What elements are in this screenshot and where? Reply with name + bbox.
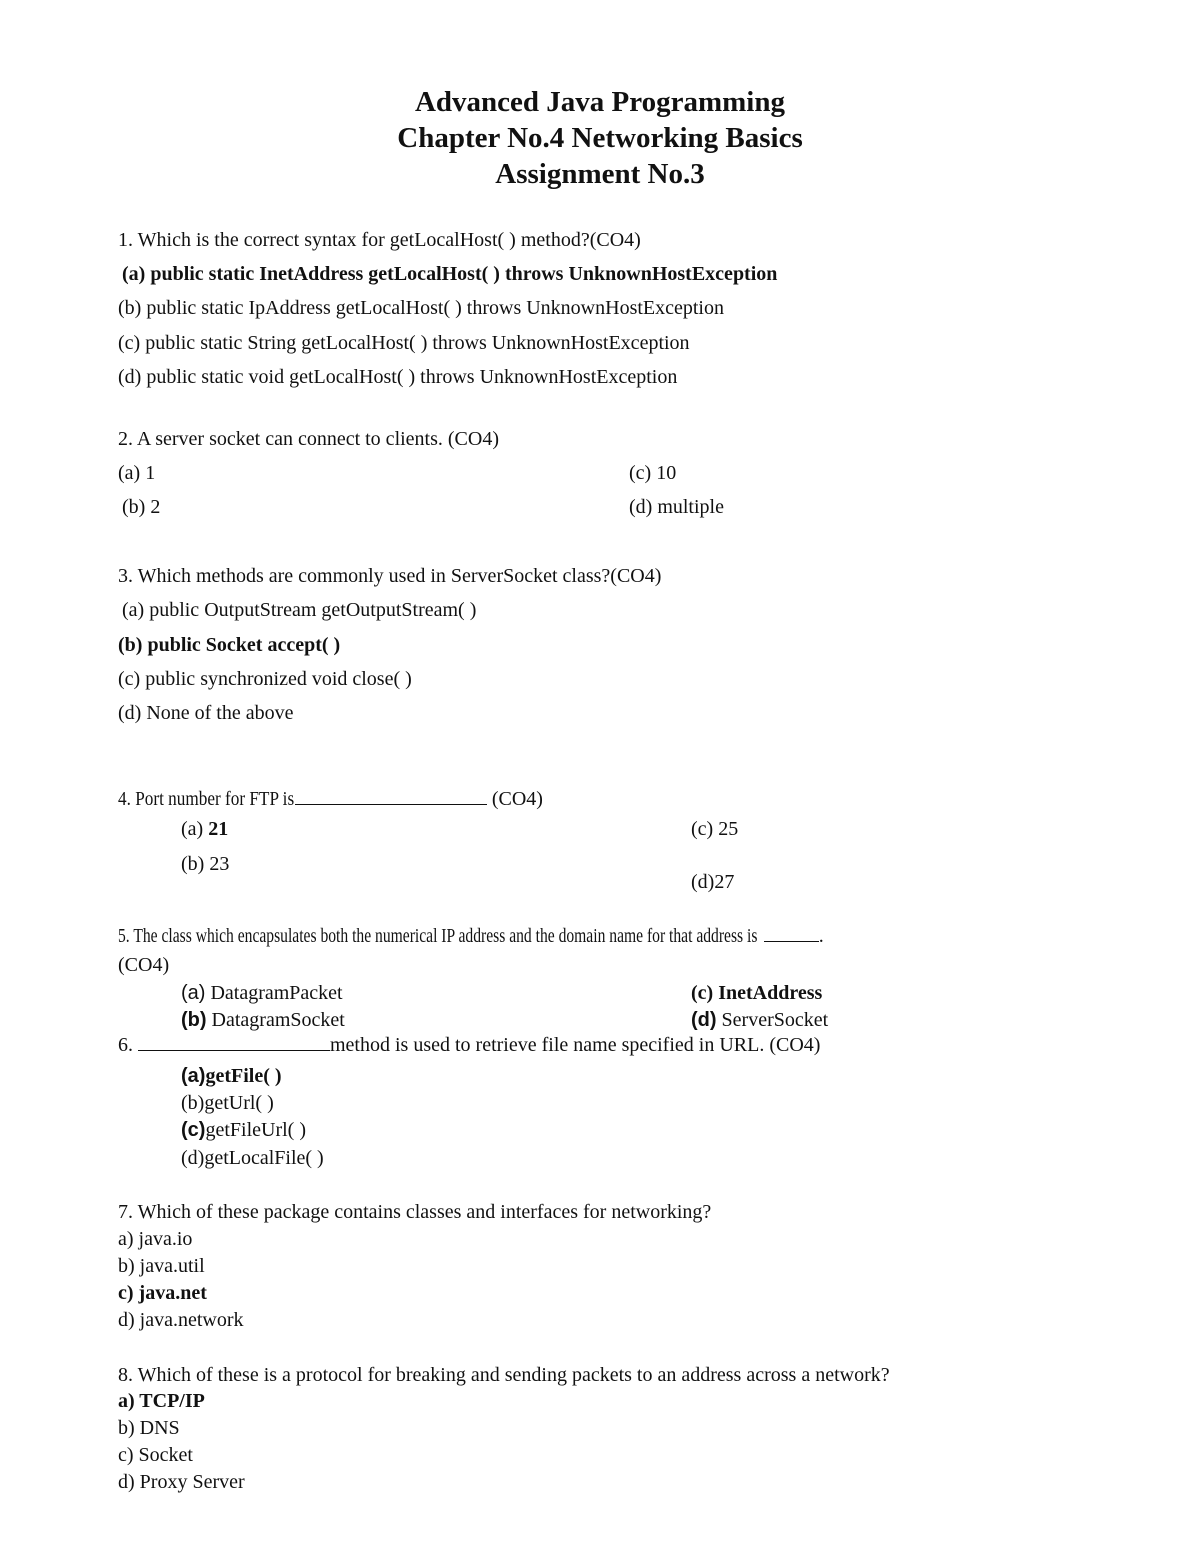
question-5-option-b bbox=[181, 1006, 345, 1034]
question-2-option-c: (c) 10 bbox=[629, 462, 677, 484]
question-3-option-a: (a) public OutputStream getOutputStream( ) bbox=[122, 599, 477, 621]
answer-blank bbox=[295, 786, 487, 805]
question-3-text: 3. Which methods are commonly used in ServerSocket class?(CO4) bbox=[118, 565, 662, 587]
question-7-option-d: d) java.network bbox=[118, 1309, 244, 1331]
question-6-line bbox=[118, 1031, 820, 1059]
question-4-option-b: (b) 23 bbox=[181, 853, 230, 875]
option-a-label: (a) bbox=[181, 1065, 206, 1087]
chapter-title: Chapter No.4 Networking Basics bbox=[397, 122, 803, 154]
question-3-option-c: (c) public synchronized void close( ) bbox=[118, 668, 412, 690]
question-4-co: (CO4) bbox=[491, 788, 543, 810]
question-7-option-c: c) java.net bbox=[118, 1282, 207, 1304]
question-8-text: 8. Which of these is a protocol for breaking and sending packets to an address across a network? bbox=[118, 1364, 890, 1386]
question-1-option-b: (b) public static IpAddress getLocalHost( ) throws UnknownHostException bbox=[118, 297, 724, 319]
question-4-option-a bbox=[181, 815, 228, 843]
question-6-number: 6. bbox=[118, 1034, 133, 1056]
question-1-option-c: (c) public static String getLocalHost( ) throws UnknownHostException bbox=[118, 332, 690, 354]
question-5-line: 5. The class which encapsulates both the numerical IP address and the domain name for that address is . bbox=[118, 922, 824, 950]
option-a-value: getFile( ) bbox=[205, 1065, 282, 1087]
question-4-option-d: (d)27 bbox=[691, 871, 735, 893]
question-8-option-c: c) Socket bbox=[118, 1444, 193, 1466]
option-d-label: (d) bbox=[691, 1009, 717, 1031]
option-c-value: getFileUrl( ) bbox=[205, 1119, 306, 1141]
question-5-option-a bbox=[181, 979, 343, 1007]
question-6-text: method is used to retrieve file name specified in URL. (CO4) bbox=[330, 1034, 821, 1056]
question-1-option-a: (a) public static InetAddress getLocalHost( ) throws UnknownHostException bbox=[122, 263, 778, 285]
question-5-co: (CO4) bbox=[118, 954, 170, 976]
question-7-text: 7. Which of these package contains classes and interfaces for networking? bbox=[118, 1201, 712, 1223]
question-4-text: 4. Port number for FTP is bbox=[118, 788, 295, 810]
question-6-option-c bbox=[181, 1116, 306, 1144]
option-a-value: DatagramPacket bbox=[210, 982, 343, 1004]
question-2-option-d: (d) multiple bbox=[629, 496, 724, 518]
question-2-option-b: (b) 2 bbox=[122, 496, 161, 518]
question-8-option-d: d) Proxy Server bbox=[118, 1471, 245, 1493]
question-6-option-b: (b)getUrl( ) bbox=[181, 1092, 274, 1114]
question-7-option-b: b) java.util bbox=[118, 1255, 205, 1277]
question-4-line bbox=[118, 785, 543, 813]
option-a-value: 21 bbox=[208, 818, 229, 840]
question-1-text: 1. Which is the correct syntax for getLocalHost( ) method?(CO4) bbox=[118, 229, 641, 251]
option-b-value: DatagramSocket bbox=[211, 1009, 345, 1031]
question-5-text: 5. The class which encapsulates both the numerical IP address and the domain name for that address is bbox=[118, 925, 758, 947]
answer-blank bbox=[138, 1032, 330, 1051]
option-d-value: ServerSocket bbox=[721, 1009, 829, 1031]
question-5-option-d bbox=[691, 1006, 828, 1034]
question-2-text: 2. A server socket can connect to clients. (CO4) bbox=[118, 428, 499, 450]
option-a-label: (a) bbox=[181, 818, 204, 840]
question-3-option-d: (d) None of the above bbox=[118, 702, 294, 724]
question-3-option-b: (b) public Socket accept( ) bbox=[118, 634, 341, 656]
assignment-title: Assignment No.3 bbox=[495, 158, 705, 190]
question-6-option-d: (d)getLocalFile( ) bbox=[181, 1147, 324, 1169]
question-4-option-c: (c) 25 bbox=[691, 818, 739, 840]
question-2-option-a: (a) 1 bbox=[118, 462, 156, 484]
question-6-option-a bbox=[181, 1062, 282, 1090]
question-1-option-d: (d) public static void getLocalHost( ) throws UnknownHostException bbox=[118, 366, 678, 388]
answer-blank bbox=[764, 923, 819, 942]
course-title: Advanced Java Programming bbox=[414, 86, 785, 118]
question-8-option-a: a) TCP/IP bbox=[118, 1390, 205, 1412]
option-c-label: (c) bbox=[181, 1119, 206, 1141]
option-b-label: (b) bbox=[181, 1009, 207, 1031]
question-7-option-a: a) java.io bbox=[118, 1228, 193, 1250]
question-5-option-c: (c) InetAddress bbox=[691, 982, 823, 1004]
question-8-option-b: b) DNS bbox=[118, 1417, 180, 1439]
option-a-label: (a) bbox=[181, 982, 206, 1004]
